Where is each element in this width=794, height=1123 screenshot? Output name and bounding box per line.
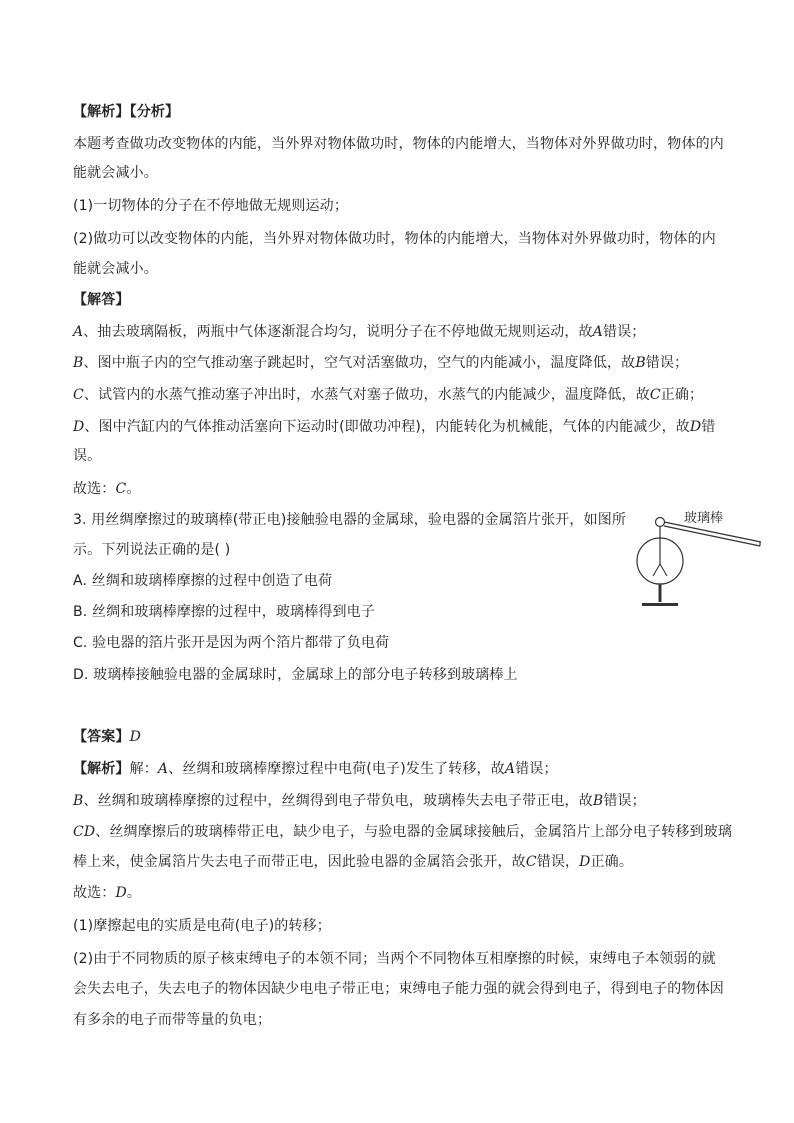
question3-line1: 3. 用丝绸摩擦过的玻璃棒(带正电)接触验电器的金属球，验电器的金属箔片张开，如图所 [73,512,627,528]
option-letter: D [579,854,591,870]
analysis3-line-cd-cont [73,852,633,872]
analysis3-note1: (1)摩擦起电的实质是电荷(电子)的转移； [73,918,331,934]
analysis-intro-line2: 能就会减小。 [73,165,158,181]
analysis3-note2-line3: 有多余的电子而带等量的负电； [73,1012,272,1028]
analysis-point1: (1)一切物体的分子在不停地做无规则运动； [73,198,348,214]
option-text: 、抽去玻璃隔板，两瓶中气体逐渐混合均匀，说明分子在不停地做无规则运动，故 [83,324,593,340]
option-text: 正确； [660,387,704,403]
option-letter: C [525,854,537,870]
choice-suffix: 。 [126,885,141,901]
analysis3-line-cd [73,822,732,842]
question3-line2: 示。下列说法正确的是( ) [73,542,231,558]
option-letter: B [592,793,604,809]
analysis3-choice [73,883,141,903]
question3-option-d: D. 玻璃棒接触验电器的金属球时，金属球上的部分电子转移到玻璃棒上 [73,667,518,683]
analysis-text: 棒上来，使金属箔片失去电子而带正电，因此验电器的金属箔会张开，故 [73,854,526,870]
option-letter: A [592,324,603,340]
question3-option-c: C. 验电器的箔片张开是因为两个箔片都带了负电荷 [73,635,390,651]
analysis-text: 错误； [515,761,558,777]
solution-option-d-cont: 误。 [73,448,102,464]
analysis-heading: 【解析】【分析】 [73,104,180,120]
option-letter: A [504,761,516,777]
answer-tag: 【答案】 [73,729,130,745]
choice-prefix: 故选： [73,481,116,497]
option-letter: B [73,355,84,371]
stand [642,584,678,606]
analysis-text: 、丝绸和玻璃棒摩擦的过程中，丝绸得到电子带负电，玻璃棒失去电子带正电，故 [83,793,593,809]
analysis-prefix: 解： [129,761,158,777]
analysis3-line-b [73,791,646,811]
analysis-point2-line1: (2)做功可以改变物体的内能，当外界对物体做功时，物体的内能增大，当物体对外界做功时，物体的内 [73,231,716,247]
solution-option-c [73,385,703,405]
option-text: 错误； [602,324,646,340]
figure-label-glass-rod: 玻璃棒 [684,511,724,526]
option-text: 、试管内的水蒸气推动塞子冲出时，水蒸气对塞子做功，水蒸气的内能减少，温度降低，故 [83,387,650,403]
option-letter: D [689,419,702,435]
option-text: 、图中汽缸内的气体推动活塞向下运动时(即做功冲程)，内能转化为机械能，气体的内能减少，故 [84,419,690,435]
analysis3-note2-line1: (2)由于不同物质的原子核束缚电子的本领不同；当两个不同物体互相摩擦的时候，束缚电子本领弱的就 [73,951,716,967]
analysis-text: 正确。 [590,854,633,870]
answer3-line [73,727,141,747]
solution-option-b [73,353,688,373]
analysis-text: 错误； [603,793,646,809]
option-letter: A [157,761,169,777]
answer-letter: D [129,729,141,745]
option-text: 错 [701,419,716,435]
analysis3-note2-line2: 会失去电子，失去电子的物体因缺少电电子带正电；束缚电子能力强的就会得到电子，得到电子的物体因 [73,981,724,997]
option-letter: A [73,324,84,340]
option-text: 、图中瓶子内的空气推动塞子跳起时，空气对活塞做功，空气的内能减小，温度降低，故 [83,355,636,371]
choice-prefix: 故选： [73,885,116,901]
solution-heading: 【解答】 [73,292,130,308]
option-letter: D [73,419,85,435]
analysis-text: 、丝绸和玻璃棒摩擦过程中电荷(电子)发生了转移，故 [168,761,505,777]
question3-option-b: B. 丝绸和玻璃棒摩擦的过程中，玻璃棒得到电子 [73,604,375,620]
question3-option-a: A. 丝绸和玻璃棒摩擦的过程中创造了电荷 [73,573,333,589]
metal-ball [656,518,665,527]
option-letter: C [649,387,661,403]
analysis-point2-line2: 能就会减小。 [73,261,158,277]
option-letter: B [635,355,646,371]
analysis-intro-line1: 本题考查做功改变物体的内能，当外界对物体做功时，物体的内能增大，当物体对外界做功时，物体的内 [73,136,724,152]
solution-option-a [73,322,645,342]
solution-option-d [73,417,715,437]
solution-choice [73,479,140,499]
option-letter: B [73,793,84,809]
option-letter: C [73,387,84,403]
choice-letter: D [115,885,127,901]
analysis-text: 错误， [536,854,580,870]
option-letters: CD [73,824,96,840]
option-text: 错误； [645,355,689,371]
choice-suffix: 。 [126,481,141,497]
metal-foils [653,564,667,576]
analysis-text: 、丝绸摩擦后的玻璃棒带正电，缺少电子，与验电器的金属球接触后，金属箔片上部分电子转移到玻璃 [95,824,732,840]
analysis-tag: 【解析】 [73,761,130,777]
choice-letter: C [115,481,127,497]
analysis3-line-a [73,759,558,779]
